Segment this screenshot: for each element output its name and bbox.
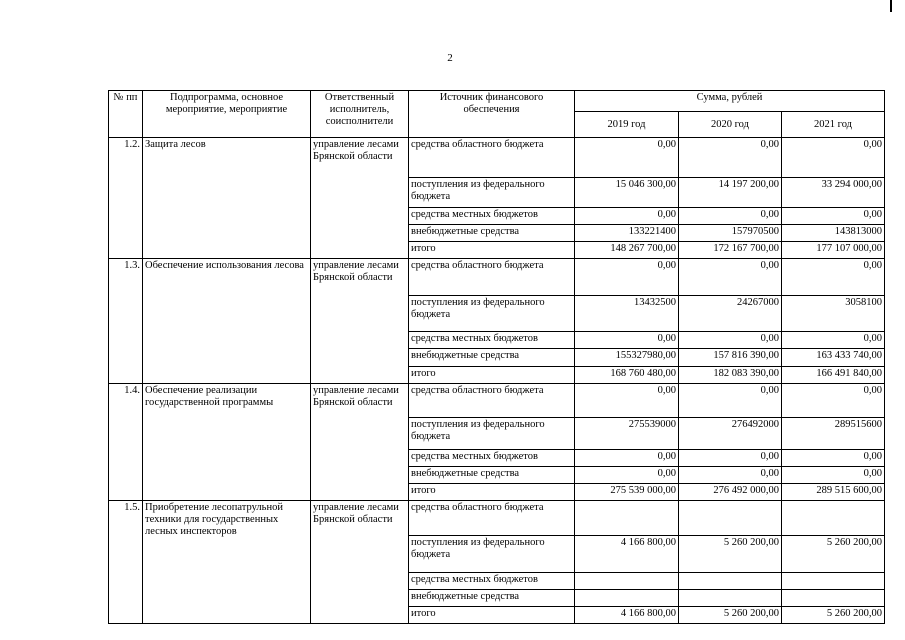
header-year-2020: 2020 год <box>679 112 782 138</box>
amount-2021: 5 260 200,00 <box>782 536 885 573</box>
funding-source: средства областного бюджета <box>409 501 575 536</box>
table-body <box>109 138 885 624</box>
amount-2019: 0,00 <box>575 467 679 484</box>
amount-2021: 5 260 200,00 <box>782 607 885 624</box>
amount-2019: 275 539 000,00 <box>575 484 679 501</box>
page-number: 2 <box>447 52 453 64</box>
amount-2019: 4 166 800,00 <box>575 536 679 573</box>
funding-source: средства местных бюджетов <box>409 573 575 590</box>
amount-2020: 24267000 <box>679 296 782 332</box>
program-name: Обеспечение использования лесова <box>143 259 311 384</box>
amount-2019 <box>575 501 679 536</box>
amount-2020: 0,00 <box>679 208 782 225</box>
amount-2020: 0,00 <box>679 259 782 296</box>
amount-2020: 0,00 <box>679 384 782 418</box>
funding-source: поступления из федерального бюджета <box>409 418 575 450</box>
amount-2020: 157 816 390,00 <box>679 349 782 367</box>
amount-2021: 0,00 <box>782 467 885 484</box>
amount-2019: 0,00 <box>575 208 679 225</box>
amount-2019 <box>575 590 679 607</box>
funding-source: средства областного бюджета <box>409 384 575 418</box>
amount-2021 <box>782 573 885 590</box>
amount-2020: 276 492 000,00 <box>679 484 782 501</box>
item-number: 1.5. <box>109 501 143 624</box>
amount-2019: 0,00 <box>575 259 679 296</box>
amount-2019 <box>575 573 679 590</box>
responsible-executor: управление лесами Брянской области <box>311 259 409 384</box>
table-row <box>109 384 885 418</box>
header-executor: Ответственный исполнитель, соисполнители <box>311 91 409 138</box>
amount-2019: 0,00 <box>575 450 679 467</box>
funding-source: поступления из федерального бюджета <box>409 296 575 332</box>
item-number: 1.3. <box>109 259 143 384</box>
responsible-executor: управление лесами Брянской области <box>311 384 409 501</box>
scan-mark <box>890 0 892 12</box>
amount-2020: 5 260 200,00 <box>679 536 782 573</box>
amount-2020: 182 083 390,00 <box>679 367 782 384</box>
header-source: Источник финансового обеспечения <box>409 91 575 138</box>
amount-2021: 289 515 600,00 <box>782 484 885 501</box>
funding-source: поступления из федерального бюджета <box>409 178 575 208</box>
amount-2020: 276492000 <box>679 418 782 450</box>
amount-2021 <box>782 501 885 536</box>
amount-2019: 275539000 <box>575 418 679 450</box>
header-number: № пп <box>109 91 143 138</box>
amount-2020: 172 167 700,00 <box>679 242 782 259</box>
amount-2021: 289515600 <box>782 418 885 450</box>
header-amount: Сумма, рублей <box>575 91 885 112</box>
amount-2021: 0,00 <box>782 259 885 296</box>
amount-2020: 157970500 <box>679 225 782 242</box>
amount-2021: 0,00 <box>782 208 885 225</box>
amount-2020: 0,00 <box>679 332 782 349</box>
responsible-executor: управление лесами Брянской области <box>311 501 409 624</box>
amount-2021: 0,00 <box>782 450 885 467</box>
amount-2019: 133221400 <box>575 225 679 242</box>
amount-2020 <box>679 590 782 607</box>
amount-2019: 15 046 300,00 <box>575 178 679 208</box>
amount-2020: 14 197 200,00 <box>679 178 782 208</box>
amount-2020: 0,00 <box>679 138 782 178</box>
amount-2021: 33 294 000,00 <box>782 178 885 208</box>
table-row <box>109 138 885 178</box>
header-program: Подпрограмма, основное мероприятие, мероприятие <box>143 91 311 138</box>
amount-2019: 148 267 700,00 <box>575 242 679 259</box>
amount-2021: 0,00 <box>782 384 885 418</box>
funding-source: итого <box>409 607 575 624</box>
header-year-2019: 2019 год <box>575 112 679 138</box>
amount-2020 <box>679 501 782 536</box>
item-number: 1.4. <box>109 384 143 501</box>
funding-source: внебюджетные средства <box>409 467 575 484</box>
amount-2019: 0,00 <box>575 332 679 349</box>
funding-source: средства местных бюджетов <box>409 208 575 225</box>
funding-source: внебюджетные средства <box>409 225 575 242</box>
amount-2021: 0,00 <box>782 138 885 178</box>
funding-source: внебюджетные средства <box>409 590 575 607</box>
amount-2019: 168 760 480,00 <box>575 367 679 384</box>
amount-2021: 143813000 <box>782 225 885 242</box>
program-name: Приобретение лесопатрульной техники для государственных лесных инспекторов <box>143 501 311 624</box>
amount-2019: 0,00 <box>575 138 679 178</box>
amount-2019: 13432500 <box>575 296 679 332</box>
amount-2021: 166 491 840,00 <box>782 367 885 384</box>
funding-source: средства областного бюджета <box>409 259 575 296</box>
header-year-2021: 2021 год <box>782 112 885 138</box>
amount-2019: 0,00 <box>575 384 679 418</box>
item-number: 1.2. <box>109 138 143 259</box>
amount-2021: 0,00 <box>782 332 885 349</box>
table-row <box>109 501 885 536</box>
amount-2019: 155327980,00 <box>575 349 679 367</box>
program-name: Обеспечение реализации государственной программы <box>143 384 311 501</box>
funding-source: поступления из федерального бюджета <box>409 536 575 573</box>
funding-source: итого <box>409 242 575 259</box>
budget-table <box>108 90 885 624</box>
responsible-executor: управление лесами Брянской области <box>311 138 409 259</box>
amount-2020 <box>679 573 782 590</box>
program-name: Защита лесов <box>143 138 311 259</box>
amount-2021: 163 433 740,00 <box>782 349 885 367</box>
amount-2019: 4 166 800,00 <box>575 607 679 624</box>
funding-source: итого <box>409 367 575 384</box>
funding-source: средства местных бюджетов <box>409 450 575 467</box>
amount-2021: 3058100 <box>782 296 885 332</box>
funding-source: итого <box>409 484 575 501</box>
amount-2020: 5 260 200,00 <box>679 607 782 624</box>
funding-source: внебюджетные средства <box>409 349 575 367</box>
amount-2020: 0,00 <box>679 467 782 484</box>
funding-source: средства местных бюджетов <box>409 332 575 349</box>
funding-source: средства областного бюджета <box>409 138 575 178</box>
table-row <box>109 259 885 296</box>
amount-2021: 177 107 000,00 <box>782 242 885 259</box>
amount-2021 <box>782 590 885 607</box>
amount-2020: 0,00 <box>679 450 782 467</box>
